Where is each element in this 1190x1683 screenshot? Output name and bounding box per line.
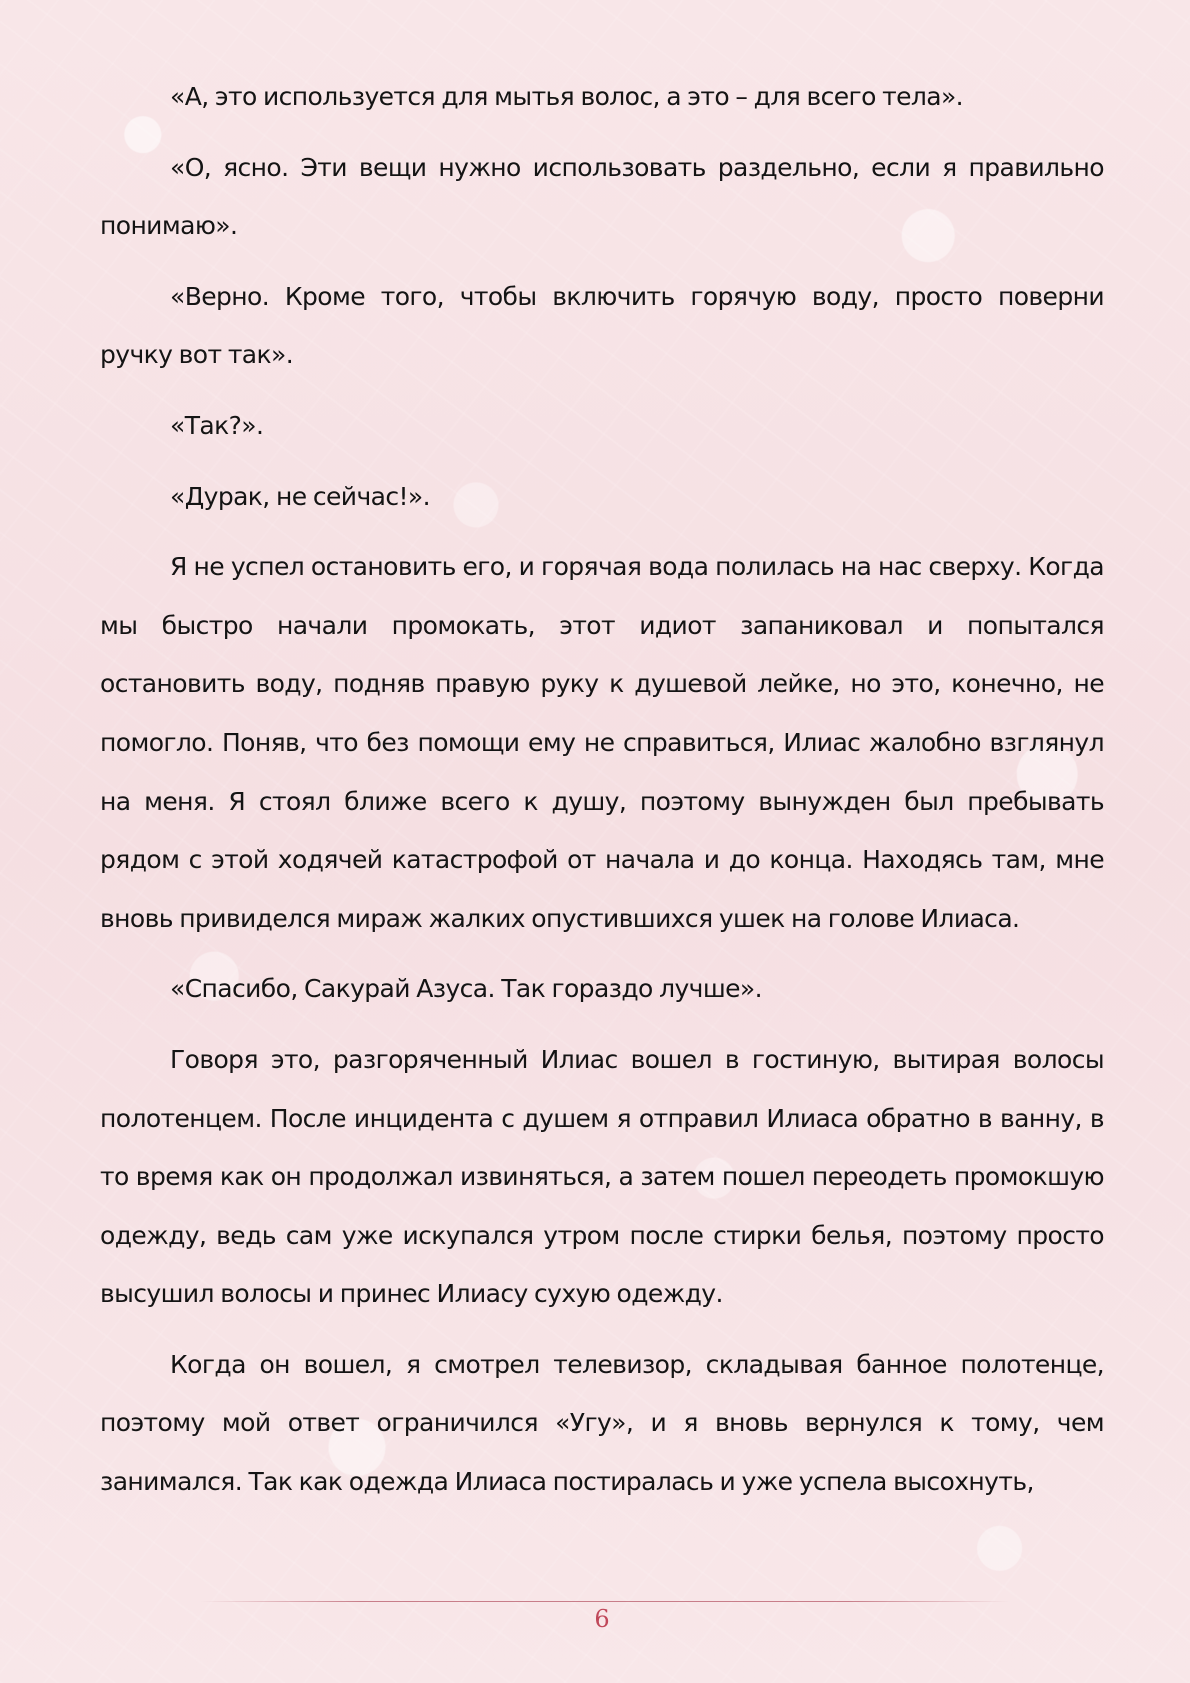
paragraph-1: «А, это используется для мытья волос, а это – для всего тела». — [170, 82, 964, 111]
footer-divider — [200, 1601, 1010, 1602]
paragraph-6: Я не успел остановить его, и горячая вода полилась на нас сверху. Когда мы быстро начали промокать, этот идиот запаниковал и попытался остановить воду, подняв правую руку к душевой лейке, но это, конечно, не помогло. Поняв, что без помощи ему не справиться, Илиас жалобно взглянул на меня. Я стоял ближе всего к душу, поэтому вынужден был пребывать рядом с этой ходячей катастрофой от начала и до конца. Находясь там, мне вновь привиделся мираж жалких опустившихся ушек на голове Илиаса. — [100, 552, 1104, 933]
page-number: 6 — [594, 1605, 610, 1633]
paragraph-7: «Спасибо, Сакурай Азуса. Так гораздо лучше». — [170, 974, 762, 1004]
paragraph-5: «Дурак, не сейчас!». — [170, 481, 430, 511]
body-text — [100, 68, 1104, 1524]
paragraph-3: «Верно. Кроме того, чтобы включить горячую воду, просто поверни ручку вот так». — [100, 281, 1104, 370]
paragraph-9: Когда он вошел, я смотрел телевизор, складывая банное полотенце, поэтому мой ответ ограничился «Угу», и я вновь вернулся к тому, чем занимался. Так как одежда Илиаса постиралась и уже успела высохнуть, — [100, 1349, 1104, 1497]
paragraph-2: «О, ясно. Эти вещи нужно использовать раздельно, если я правильно понимаю». — [100, 152, 1104, 241]
paragraph-8: Говоря это, разгоряченный Илиас вошел в гостиную, вытирая волосы полотенцем. После инцидента с душем я отправил Илиаса обратно в ванну, в то время как он продолжал извиняться, а затем пошел переодеть промокшую одежду, ведь сам уже искупался утром после стирки белья, поэтому просто высушил волосы и принес Илиасу сухую одежду. — [100, 1044, 1104, 1309]
paragraph-4: «Так?». — [170, 410, 264, 440]
